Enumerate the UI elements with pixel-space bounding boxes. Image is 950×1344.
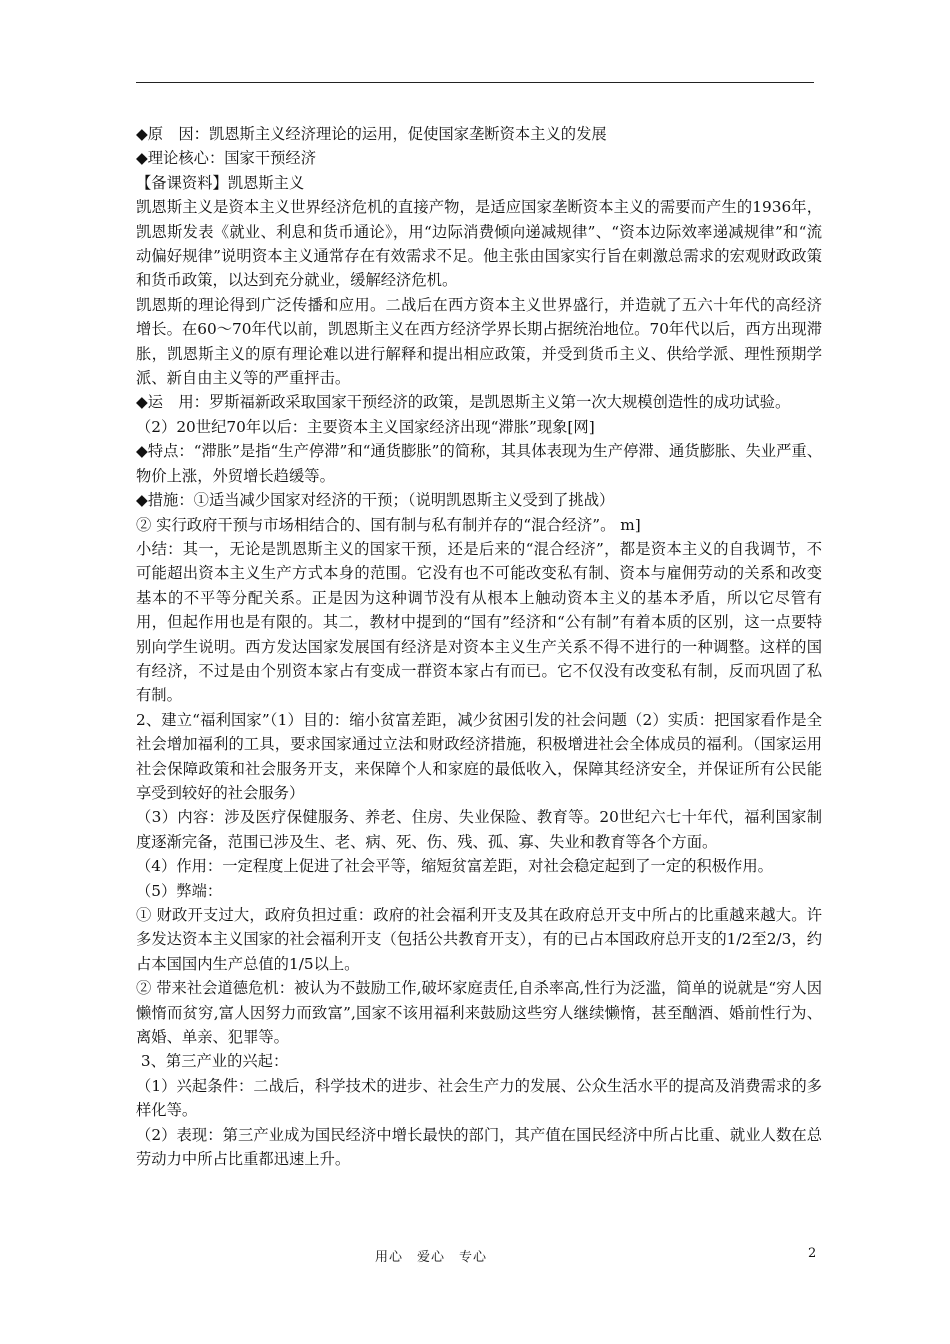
- page-number: 2: [808, 1246, 817, 1261]
- paragraph-stagflation-heading: （2）20世纪70年以后：主要资本主义国家经济出现“滞胀”现象[网]: [136, 417, 595, 436]
- paragraph-tertiary-performance: （2）表现：第三产业成为国民经济中增长最快的部门，其产值在国民经济中所占比重、就业人数在总劳动力中所占比重都迅速上升。: [136, 1125, 822, 1169]
- paragraph-welfare-content: （3）内容：涉及医疗保健服务、养老、住房、失业保险、教育等。20世纪六七十年代，福利国家制度逐渐完备，范围已涉及生、老、病、死、伤、残、孤、寡、失业和教育等各个方面。: [136, 808, 822, 851]
- paragraph-reference-heading: 【备课资料】凯恩斯主义: [136, 173, 305, 192]
- document-body: [136, 122, 822, 1171]
- paragraph-keynesian-origin: 凯恩斯主义是资本主义世界经济危机的直接产物，是适应国家垄断资本主义的需要而产生的1936年，凯恩斯发表《就业、利息和货币通论》，用“边际消费倾向递减规律”、“资本边际效率递减规律”和“流动偏好规律”说明资本主义通常存在有效需求不足。他主张由国家实行旨在刺激总需求的宏观财政政策和货币政策，以达到充分就业，缓解经济危机。: [136, 198, 822, 290]
- paragraph-tertiary-conditions: （1）兴起条件：二战后，科学技术的进步、社会生产力的发展、公众生活水平的提高及消费需求的多样化等。: [136, 1076, 822, 1120]
- paragraph-measures-2: ② 实行政府干预与市场相结合的、国有制与私有制并存的“混合经济”。 m]: [136, 515, 641, 534]
- paragraph-welfare-effect: （4）作用：一定程度上促进了社会平等，缩短贫富差距，对社会稳定起到了一定的积极作用。: [136, 857, 773, 876]
- page-footer: [0, 1246, 950, 1266]
- paragraph-theory-core: ◆理论核心：国家干预经济: [136, 149, 317, 168]
- paragraph-stagflation-features: ◆特点：“滞胀”是指“生产停滞”和“通货膨胀”的简称，其具体表现为生产停滞、通货膨胀、失业严重、物价上涨，外贸增长趋缓等。: [136, 442, 822, 485]
- paragraph-welfare-drawbacks: （5）弊端：: [136, 881, 223, 900]
- paragraph-application: ◆运 用：罗斯福新政采取国家干预经济的政策，是凯恩斯主义第一次大规模创造性的成功试验。: [136, 393, 791, 412]
- paragraph-measures-1: ◆措施：①适当减少国家对经济的干预；（说明凯恩斯主义受到了挑战）: [136, 491, 615, 510]
- footer-motto: 用心 爱心 专心: [375, 1250, 488, 1265]
- paragraph-tertiary-heading: 3、第三产业的兴起：: [136, 1052, 289, 1071]
- paragraph-cause: ◆原 因：凯恩斯主义经济理论的运用，促使国家垄断资本主义的发展: [136, 125, 607, 143]
- header-rule: [136, 82, 814, 83]
- paragraph-summary: 小结：其一，无论是凯恩斯主义的国家干预，还是后来的“混合经济”，都是资本主义的自我调节，不可能超出资本主义生产方式本身的范围。它没有也不可能改变私有制、资本与雇佣劳动的关系和改变基本的不平等分配关系。正是因为这种调节没有从根本上触动资本主义的基本矛盾，所以它尽管有用，但起作用也是有限的。其二，教材中提到的“国有”经济和“公有制”有着本质的区别，这一点要特别向学生说明。西方发达国家发展国有经济是对资本主义生产关系不得不进行的一种调整。这样的国有经济，不过是由个别资本家占有变成一群资本家占有而已。它不仅没有改变私有制，反而巩固了私有制。: [136, 539, 822, 705]
- paragraph-welfare-state: 2、建立“福利国家”（1）目的：缩小贫富差距，减少贫困引发的社会问题（2）实质：把国家看作是全社会增加福利的工具，要求国家通过立法和财政经济措施，积极增进社会全体成员的福利。（国家运用社会保障政策和社会服务开支，来保障个人和家庭的最低收入，保障其经济安全，并保证所有公民能享受到较好的社会服务）: [136, 710, 822, 802]
- paragraph-drawback-1: ① 财政开支过大，政府负担过重：政府的社会福利开支及其在政府总开支中所占的比重越来越大。许多发达资本主义国家的社会福利开支（包括公共教育开支），有的已占本国政府总开支的1/2至2/3，约占本国国内生产总值的1/5以上。: [136, 906, 822, 973]
- paragraph-drawback-2: ② 带来社会道德危机：被认为不鼓励工作,破坏家庭责任,自杀率高,性行为泛滥，简单的说就是“穷人因懒惰而贫穷,富人因努力而致富”,国家不该用福利来鼓励这些穷人继续懒惰，甚至酗酒、婚前性行为、离婚、单亲、犯罪等。: [136, 979, 822, 1047]
- paragraph-keynesian-spread: 凯恩斯的理论得到广泛传播和应用。二战后在西方资本主义世界盛行，并造就了五六十年代的高经济增长。在60～70年代以前，凯恩斯主义在西方经济学界长期占据统治地位。70年代以后，西方出现滞胀，凯恩斯主义的原有理论难以进行解释和提出相应政策，并受到货币主义、供给学派、理性预期学派、新自由主义等的严重抨击。: [136, 295, 822, 388]
